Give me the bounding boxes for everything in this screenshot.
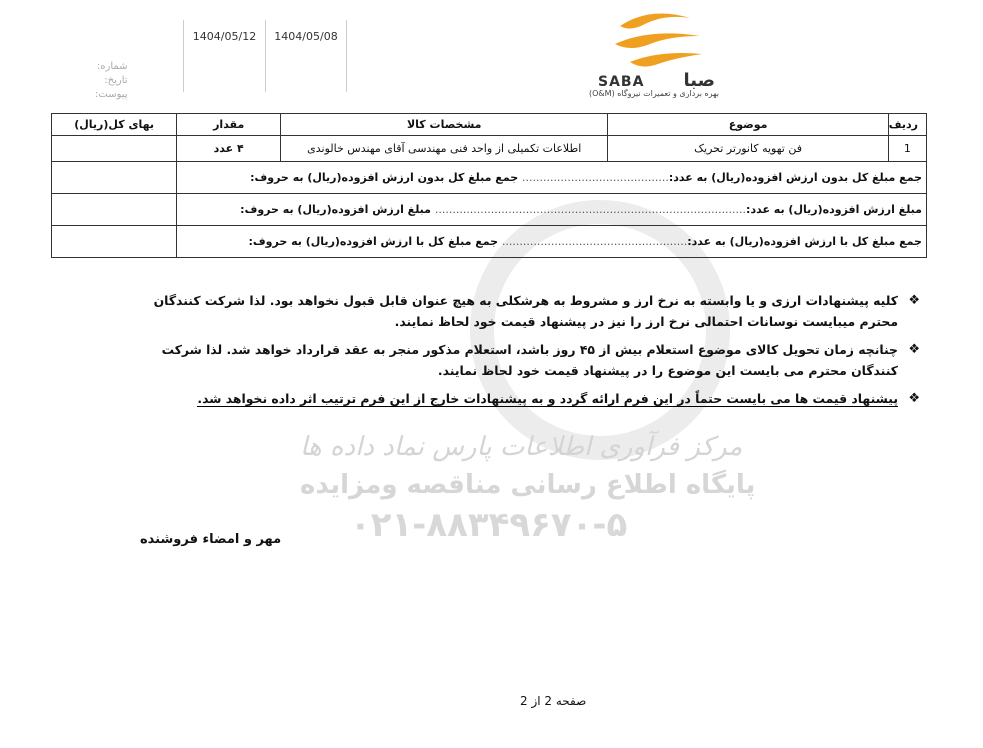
bullet-diamond-icon: ❖ [908,293,920,308]
bullet-diamond-icon: ❖ [908,342,920,357]
watermark-line-1: مرکز فرآوری اطلاعات پارس نماد داده ها [300,432,743,462]
total-suffix-b: به حروف: [248,235,306,248]
items-table [51,113,927,258]
sum-value-without-vat [52,162,177,194]
logo-swoosh-1 [620,14,690,29]
header-qty: مقدار [177,114,281,136]
cell-row-no: 1 [888,136,926,162]
sum-suffix-a: به عدد: [668,171,712,184]
date-value-2: 1404/05/08 [274,30,338,43]
sum-cell-vat: مبلغ ارزش افزوده(ریال) به عدد:......................................................................................... مبلغ ارزش افزوده(ریال) به حروف: [177,194,927,226]
total-label-b: جمع مبلغ کل با ارزش افزوده(ریال) [305,235,499,248]
note-item [140,290,920,332]
sum-row-without-vat [52,162,927,194]
sum-cell-without-vat: جمع مبلغ کل بدون ارزش افزوده(ریال) به عدد:.......................................... جمع مبلغ کل بدون ارزش افزوده(ریال) به حروف: [177,162,927,194]
table-header-row [52,114,927,136]
cell-total [52,136,177,162]
sum-value-vat [52,194,177,226]
sum-row-with-vat [52,226,927,258]
label-number: شماره: [96,61,128,72]
sum-suffix-b: به حروف: [250,171,308,184]
table-row [52,136,927,162]
note-item [140,388,920,409]
note-item [140,339,920,381]
date-value-1: 1404/05/12 [192,30,257,43]
logo-swoosh-3 [630,53,702,67]
logo-persian: صبا [683,70,715,91]
total-suffix-a: به عدد: [687,235,730,248]
note-text-1: کلیه پیشنهادات ارزی و یا وابسته به نرخ ارز و مشروط به هرشکلی به هیچ عنوان قابل قبول نخواهد بود. لذا شرکت کنندگان محترم میبایست نوسانات احتمالی نرخ ارز را نیز در پیشنهاد قیمت خود لحاظ نمایند. [153,293,898,329]
vat-suffix-b: به حروف: [240,203,298,216]
date-box-1 [183,20,265,92]
label-attachment: پیوست: [95,89,128,100]
page-number: صفحه 2 از 2 [520,694,587,708]
total-label-a: جمع مبلغ کل با ارزش افزوده(ریال) [729,235,922,248]
sum-cell-with-vat: جمع مبلغ کل با ارزش افزوده(ریال) به عدد:..................................................... جمع مبلغ کل با ارزش افزوده(ریال) به حروف: [177,226,927,258]
watermark-phone: ۰۲۱-۸۸۳۴۹۶۷۰-۵ [350,505,628,545]
header-labels [95,60,128,102]
vat-suffix-a: به عدد: [746,203,789,216]
cell-qty: ۴ عدد [177,136,281,162]
watermark-line-2: پایگاه اطلاع رسانی مناقصه ومزایده [300,470,756,500]
header-subject: موضوع [608,114,888,136]
label-date: تاریخ: [104,75,128,86]
vat-label-a: مبلغ ارزش افزوده(ریال) [788,203,922,216]
logo-swoosh-2 [615,33,700,48]
sum-label-b: جمع مبلغ کل بدون ارزش افزوده(ریال) [307,171,519,184]
header-row-no: ردیف [888,114,926,136]
sum-row-vat [52,194,927,226]
notes-list [140,290,920,416]
seller-seal-label: مهر و امضاء فروشنده [140,532,282,547]
logo-subtitle: بهره برداری و تعمیرات نیروگاه (O&M) [589,89,719,98]
note-text-3: پیشنهاد قیمت ها می بایست حتماً در این فرم ارائه گردد و به پیشنهادات خارج از این فرم ترتیب اثر داده نخواهد شد. [197,391,898,406]
sum-value-with-vat [52,226,177,258]
vat-label-b: مبلغ ارزش افزوده(ریال) [297,203,431,216]
logo-latin: SABA [598,74,645,90]
cell-spec: اطلاعات تکمیلی از واحد فنی مهندسی آقای مهندس خالوندی [281,136,608,162]
sum-label-a: جمع مبلغ کل بدون ارزش افزوده(ریال) [711,171,922,184]
bullet-diamond-icon: ❖ [908,391,920,406]
header-total: بهای کل(ریال) [52,114,177,136]
header-spec: مشخصات کالا [281,114,608,136]
note-text-2: چنانچه زمان تحویل کالای موضوع استعلام بیش از ۴۵ روز باشد، استعلام مذکور منجر به عقد قرارداد خواهد شد. لذا شرکت کنندگان محترم می بایست این موضوع را در پیشنهاد قیمت خود لحاظ نمایند. [161,342,898,378]
date-box-2 [265,20,347,92]
cell-subject: فن تهویه کانورتر تحریک [608,136,888,162]
